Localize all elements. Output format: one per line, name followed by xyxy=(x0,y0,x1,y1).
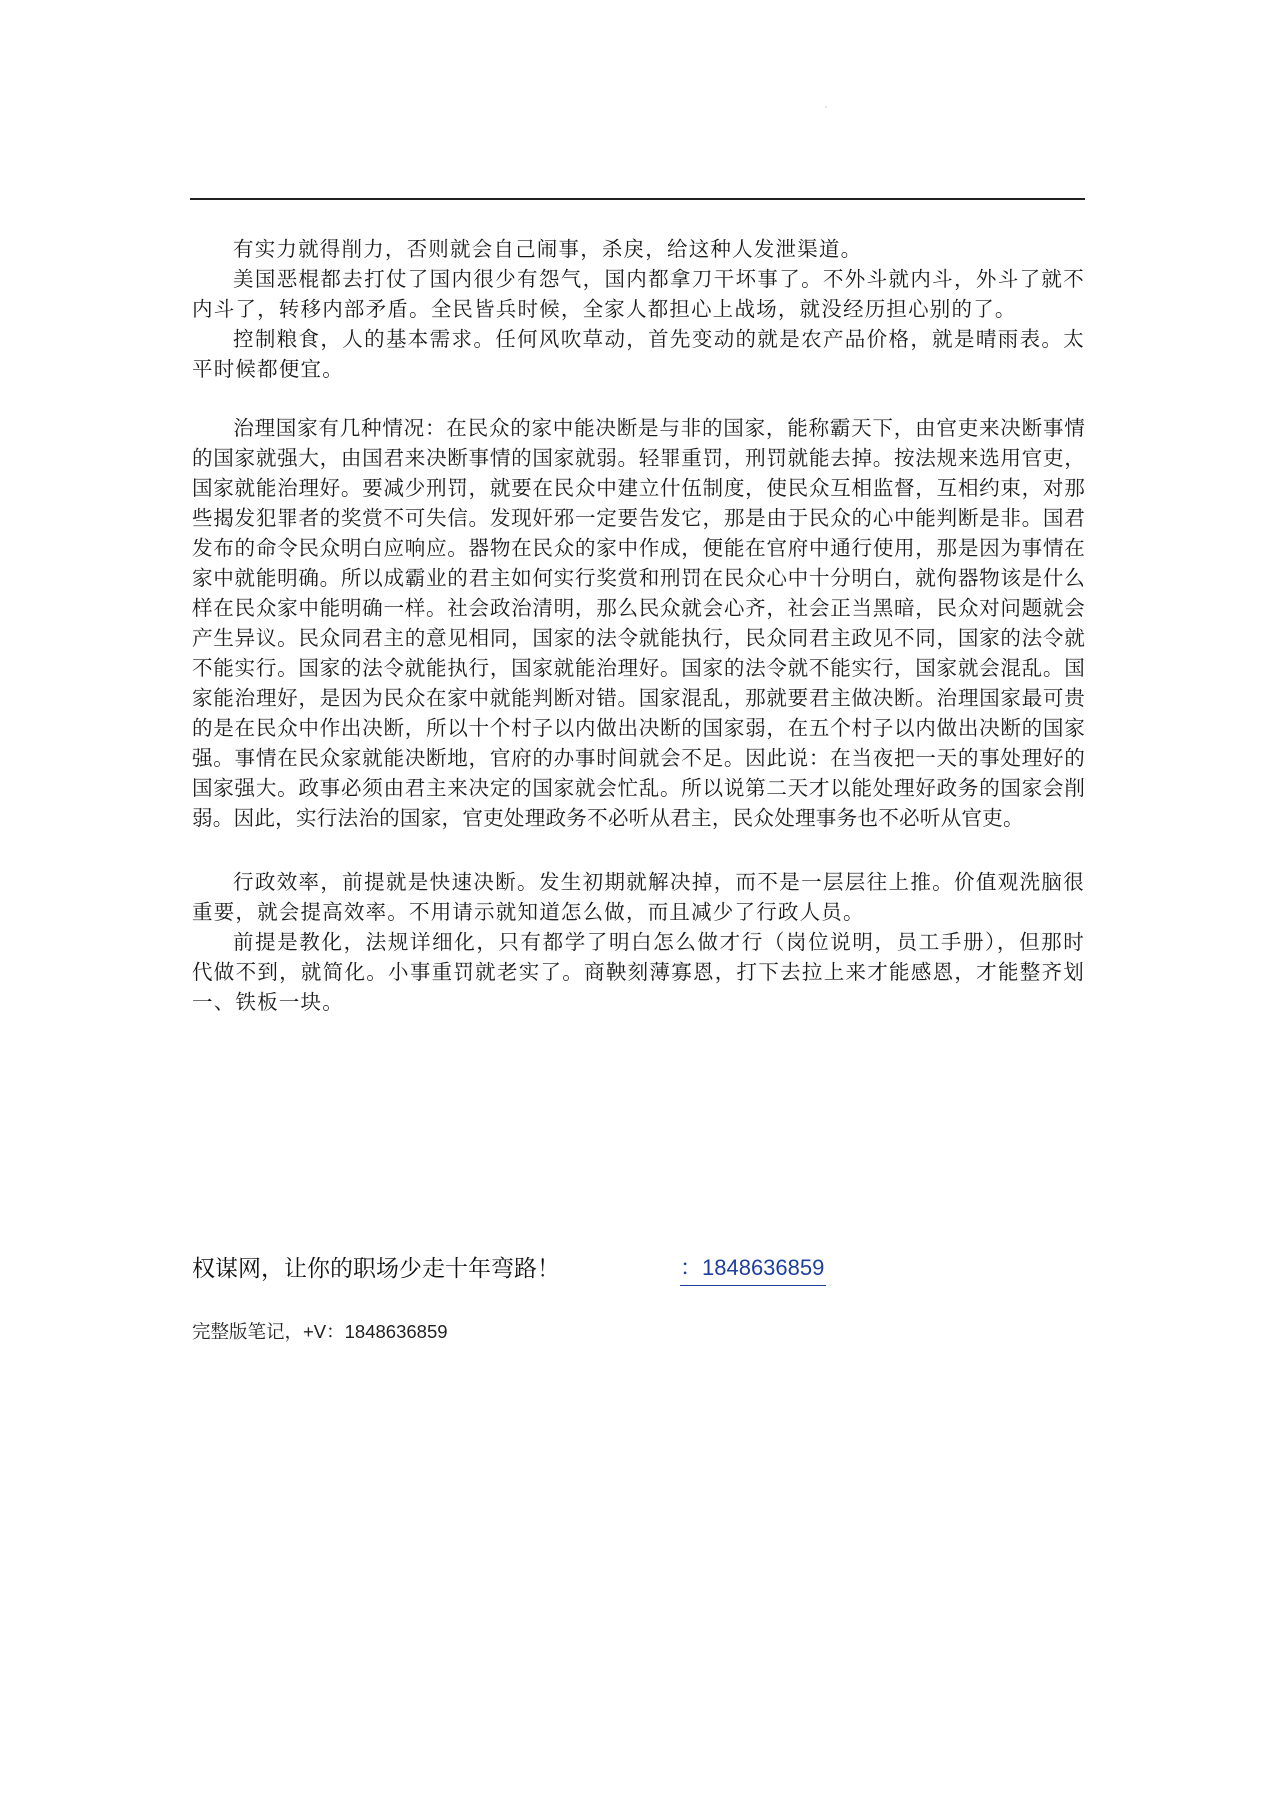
translation-section xyxy=(192,413,1085,833)
paragraph: 有实力就得削力，否则就会自己闹事，杀戾，给这种人发泄渠道。 xyxy=(233,237,863,261)
contact-link[interactable]: ：1848636859 xyxy=(680,1251,826,1286)
promo-slogan: 权谋网，让你的职场少走十年弯路！ xyxy=(192,1255,560,1281)
footer-note: 完整版笔记，+V：1848636859 xyxy=(192,1321,448,1342)
notes-section-1 xyxy=(192,234,1085,384)
paragraph: 行政效率，前提就是快速决断。发生初期就解决掉，而不是一层层往上推。价值观洗脑很重要，就会提高效率。不用请示就知道怎么做，而且减少了行政人员。 xyxy=(192,870,1085,924)
paragraph: 治理国家有几种情况：在民众的家中能决断是与非的国家，能称霸天下，由官吏来决断事情的国家就强大，由国君来决断事情的国家就弱。轻罪重罚，刑罚就能去掉。按法规来选用官吏，国家就能治理好。要减少刑罚，就要在民众中建立什伍制度，使民众互相监督，互相约束，对那些揭发犯罪者的奖赏不可失信。发现奸邪一定要告发它，那是由于民众的心中能判断是非。国君发布的命令民众明白应响应。器物在民众的家中作成，便能在官府中通行使用，那是因为事情在家中就能明确。所以成霸业的君主如何实行奖赏和刑罚在民众心中十分明白，就佝器物该是什么样在民众家中能明确一样。社会政治清明，那么民众就会心齐，社会正当黑暗，民众对问题就会产生异议。民众同君主的意见相同，国家的法令就能执行，民众同君主政见不同，国家的法令就不能实行。国家的法令就能执行，国家就能治理好。国家的法令就不能实行，国家就会混乱。国家能治理好，是因为民众在家中就能判断对错。国家混乱，那就要君主做决断。治理国家最可贵的是在民众中作出决断，所以十个村子以内做出决断的国家弱，在五个村子以内做出决断的国家强。事情在民众家就能决断地，官府的办事时间就会不足。因此说：在当夜把一天的事处理好的国家强大。政事必须由君主来决定的国家就会忙乱。所以说第二天才以能处理好政务的国家会削弱。因此，实行法治的国家，官吏处理政务不必听从君主，民众处理事务也不必听从官吏。 xyxy=(192,416,1085,830)
paragraph: 控制粮食，人的基本需求。任何风吹草动，首先变动的就是农产品价格，就是晴雨表。太平时候都便宜。 xyxy=(192,327,1085,381)
promo-line xyxy=(192,1251,1085,1291)
paragraph: 前提是教化，法规详细化，只有都学了明白怎么做才行（岗位说明，员工手册），但那时代做不到，就简化。小事重罚就老实了。商鞅刻薄寡恩，打下去拉上来才能感恩，才能整齐划一、铁板一块。 xyxy=(192,930,1085,1014)
document-body xyxy=(192,234,1085,1017)
paragraph: 美国恶棍都去打仗了国内很少有怨气，国内都拿刀干坏事了。不外斗就内斗，外斗了就不内斗了，转移内部矛盾。全民皆兵时候，全家人都担心上战场，就没经历担心别的了。 xyxy=(192,267,1085,321)
header-rule xyxy=(190,198,1085,200)
notes-section-2 xyxy=(192,867,1085,1017)
scan-speck xyxy=(825,106,827,108)
section-gap xyxy=(192,833,1085,867)
section-gap xyxy=(192,384,1085,413)
